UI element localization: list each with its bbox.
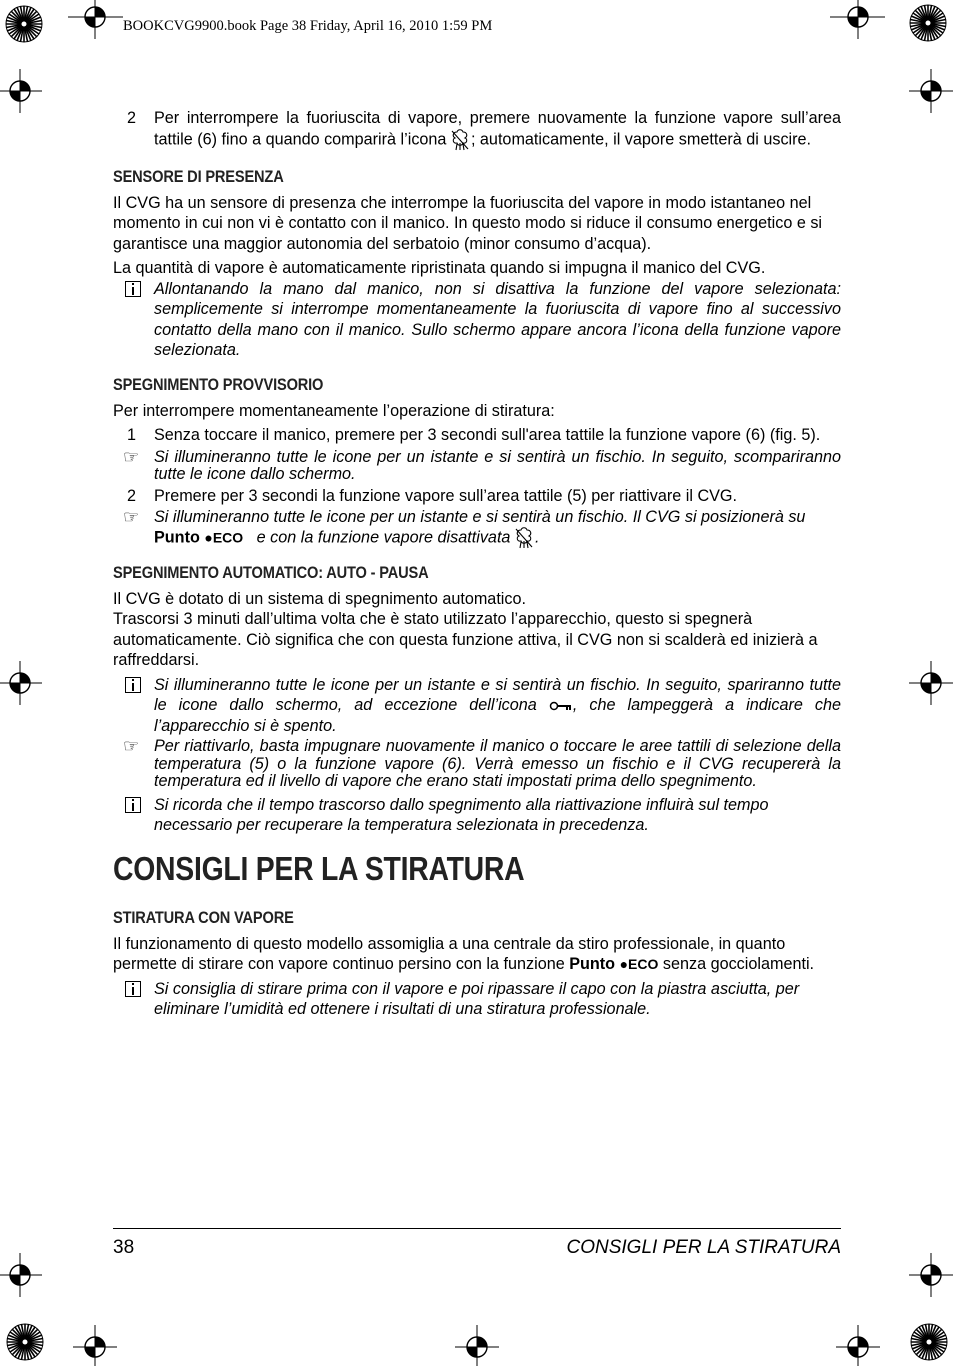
- paragraph: Trascorsi 3 minuti dall’ultima volta che è stato utilizzato l’apparecchio, questo si spegnerà automaticamente. Ciò significa che con questa funzione attiva, il CVG non si scalderà ed inizierà a raffreddarsi.: [113, 610, 818, 669]
- paragraph: Il CVG è dotato di un sistema di spegnimento automatico.: [113, 589, 527, 608]
- info-icon: [125, 797, 141, 813]
- crop-star-icon: [907, 1320, 951, 1364]
- book-header: BOOKCVG9900.book Page 38 Friday, April 16, 2010 1:59 PM: [123, 18, 493, 34]
- paragraph: Il CVG ha un sensore di presenza che interrompe la fuoriuscita del vapore in modo istantaneo nel momento in cui non vi è contatto con il manico. In questo modo si riduce il consumo energetico e si garantisce una maggior autonomia del serbatoio (minor consumo d’acqua).: [113, 193, 823, 253]
- info-icon: [125, 677, 141, 693]
- section-heading: SENSORE DI PRESENZA: [113, 166, 284, 186]
- registration-mark-icon: [0, 66, 48, 116]
- info-note: Si illumineranno tutte le icone per un istante e si sentirà un fischio. In seguito, spariranno tutte le icone dallo schermo, ad eccezione dell’icona , che lampeggerà a indicare che l’apparecchio si è spento.: [113, 675, 841, 737]
- eco-dot-icon: ●: [204, 528, 213, 545]
- crop-star-icon: [3, 3, 45, 45]
- eco-badge: ●ECO: [204, 528, 244, 545]
- steam-off-icon: [515, 527, 535, 549]
- key-icon: [549, 700, 573, 712]
- step-1: 1 Senza toccare il manico, premere per 3 secondi sull'area tattile la funzione vapore (6) (fig. 5).: [127, 426, 821, 444]
- step-2: 2 Premere per 3 secondi la funzione vapore sull’area tattile (5) per riattivare il CVG.: [127, 486, 738, 505]
- registration-mark-icon: [68, 1322, 123, 1366]
- registration-mark-icon: [906, 1250, 954, 1300]
- pointing-hand-icon: ☞: [123, 736, 140, 756]
- registration-mark-icon: [68, 0, 123, 50]
- paragraph: Il funzionamento di questo modello assomiglia a una centrale da stiro professionale, in quanto permette di stirare con vapore continuo persino con la funzione Punto ●ECO senza gocciolamenti.: [113, 934, 815, 973]
- info-icon: [125, 981, 141, 997]
- crop-star-icon: [3, 1320, 47, 1364]
- tip-note: ☞ Si illumineranno tutte le icone per un istante e si sentirà un fischio. In seguito, scompariranno tutte le icone dallo schermo.: [123, 446, 841, 483]
- tip-note: ☞ Si illumineranno tutte le icone per un istante e si sentirà un fischio. Il CVG si posizionerà su Punto ●ECO e con la funzione vapore disattivata .: [113, 509, 841, 549]
- step-text: Per interrompere la fuoriuscita di vapore, premere nuovamente la funzione vapore sull’area tattile (6) fino a quando comparirà l’icona ; automaticamente, il vapore smetterà di uscire.: [154, 108, 841, 151]
- registration-mark-icon: [830, 0, 885, 50]
- info-note: Si consiglia di stirare prima con il vapore e poi ripassare il capo con la piastra asciutta, per eliminare l’umidità ed ottenere i risultati di una stiratura professionale.: [113, 979, 841, 1020]
- crop-star-icon: [907, 2, 949, 44]
- steam-off-icon: [451, 129, 471, 151]
- step-number: 2: [127, 109, 137, 127]
- registration-mark-icon: [0, 1250, 48, 1300]
- registration-mark-icon: [450, 1322, 505, 1366]
- paragraph: Per interrompere momentaneamente l’operazione di stiratura:: [113, 401, 555, 420]
- section-heading: SPEGNIMENTO PROVVISORIO: [113, 374, 324, 394]
- eco-badge: ●ECO: [619, 956, 659, 972]
- registration-mark-icon: [906, 658, 954, 708]
- section-heading: SPEGNIMENTO AUTOMATICO: AUTO - PAUSA: [113, 562, 429, 582]
- paragraph: La quantità di vapore è automaticamente ripristinata quando si impugna il manico del CVG.: [113, 259, 766, 277]
- eco-dot-icon: ●: [619, 956, 629, 972]
- info-note: Si ricorda che il tempo trascorso dallo spegnimento alla riattivazione influirà sul tempo necessario per recuperare la temperatura selezionata in precedenza.: [113, 795, 841, 836]
- page-title: CONSIGLI PER LA STIRATURA: [113, 849, 525, 887]
- info-note: Allontanando la mano dal manico, non si disattiva la funzione del vapore selezionata: semplicemente si interrompe momentaneamente la fuoriuscita di vapore fino al successivo contatto della mano con il manico. Sullo schermo appare ancora l’icona della funzione vapore selezionata.: [113, 279, 841, 361]
- step-2: [113, 108, 841, 151]
- page-number: 38: [113, 1237, 135, 1258]
- tip-note: ☞ Per riattivarlo, basta impugnare nuovamente il manico o toccare le aree tattili di selezione della temperatura (5) o la funzione vapore (6). Verrà emesso un fischio e il CVG recupererà la temperatura ed il livello di vapore che erano stati impostati prima dello spegnimento.: [123, 736, 841, 790]
- pointing-hand-icon: ☞: [123, 507, 140, 527]
- footer-divider: [113, 1228, 841, 1229]
- registration-mark-icon: [830, 1322, 885, 1366]
- footer-section-title: CONSIGLI PER LA STIRATURA: [566, 1237, 841, 1258]
- section-heading: STIRATURA CON VAPORE: [113, 907, 294, 927]
- registration-mark-icon: [906, 66, 954, 116]
- registration-mark-icon: [0, 658, 48, 708]
- pointing-hand-icon: ☞: [123, 446, 140, 467]
- info-icon: [125, 281, 141, 297]
- page-content: [113, 108, 841, 1020]
